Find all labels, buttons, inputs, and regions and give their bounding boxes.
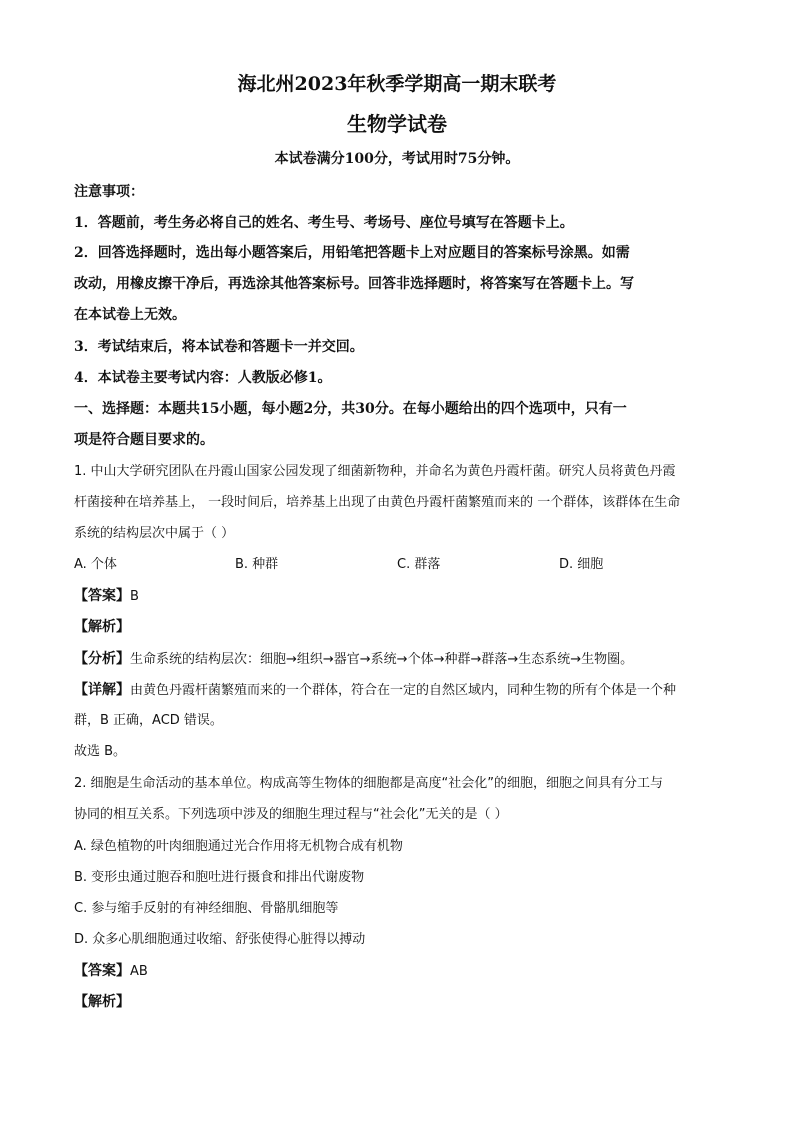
q2-analysis-tag: 【解析】 [74,994,130,1010]
q1-detail-line-1: 由黄色丹霞杆菌繁殖而来的一个群体，符合在一定的自然区域内，同种生物的所有个体是一个种 [130,683,677,698]
q2-answer-tag: 【答案】 [74,963,130,979]
q1-option-d: D. 细胞 [559,557,604,572]
note-1: 1．答题前，考生务必将自己的姓名、考生号、考场号、座位号填写在答题卡上。 [74,215,574,231]
q2-stem-line-1: 2. 细胞是生命活动的基本单位。构成高等生物体的细胞都是高度“社会化”的细胞，细胞之间具有分工与 [74,776,664,791]
q2-stem-line-2: 协同的相互关系。下列选项中涉及的细胞生理过程与“社会化”无关的是（ ） [74,807,508,822]
section-1-line-1: 一、选择题：本题共15小题，每小题2分，共30分。在每小题给出的四个选项中，只有一 [74,401,627,417]
q2-answer: AB [130,964,148,979]
q2-option-a: A. 绿色植物的叶肉细胞通过光合作用将无机物合成有机物 [74,839,403,854]
q1-stem-line-2: 杆菌接种在培养基上， 一段时间后，培养基上出现了由黄色丹霞杆菌繁殖而来的 一个群体，该群体在生命 [74,495,681,510]
q1-option-c: C. 群落 [397,557,441,572]
exam-title: 海北州2023年秋季学期高一期末联考 [237,73,557,95]
q1-detail-tag: 【详解】 [74,682,130,698]
note-2-line-3: 在本试卷上无效。 [74,307,186,323]
q1-fenxi-row [74,650,633,669]
q1-answer-tag: 【答案】 [74,588,130,604]
notes-heading: 注意事项： [74,184,144,200]
q1-stem-line-3: 系统的结构层次中属于（ ） [74,526,235,541]
q1-option-b: B. 种群 [235,557,279,572]
q1-fenxi: 生命系统的结构层次：细胞→组织→器官→系统→个体→种群→群落→生态系统→生物圈。 [130,652,634,667]
note-3: 3．考试结束后，将本试卷和答题卡一并交回。 [74,339,364,355]
q1-answer-row [74,587,139,606]
q1-fenxi-tag: 【分析】 [74,651,130,667]
note-2-line-2: 改动，用橡皮擦干净后，再选涂其他答案标号。回答非选择题时，将答案写在答题卡上。写 [74,276,634,292]
section-1-line-2: 项是符合题目要求的。 [74,432,214,448]
note-2-line-1: 2．回答选择题时，选出每小题答案后，用铅笔把答题卡上对应题目的答案标号涂黑。如需 [74,245,630,261]
note-4: 4．本试卷主要考试内容：人教版必修1。 [74,370,332,386]
q1-detail-line-2: 群，B 正确，ACD 错误。 [74,713,223,728]
q1-detail-row [74,681,676,700]
q1-conclusion: 故选 B。 [74,744,127,759]
q1-option-a: A. 个体 [74,557,117,572]
q2-option-c: C. 参与缩手反射的有神经细胞、骨骼肌细胞等 [74,901,339,916]
q2-option-b: B. 变形虫通过胞吞和胞吐进行摄食和排出代谢废物 [74,870,365,885]
exam-info: 本试卷满分100分，考试用时75分钟。 [274,151,520,167]
q2-answer-row [74,962,148,981]
subject-title: 生物学试卷 [347,112,447,136]
q1-answer: B [130,589,139,604]
q2-option-d: D. 众多心肌细胞通过收缩、舒张使得心脏得以搏动 [74,932,366,947]
q1-analysis-tag: 【解析】 [74,619,130,635]
q1-stem-line-1: 1. 中山大学研究团队在丹霞山国家公园发现了细菌新物种，并命名为黄色丹霞杆菌。研究人员将黄色丹霞 [74,464,676,479]
